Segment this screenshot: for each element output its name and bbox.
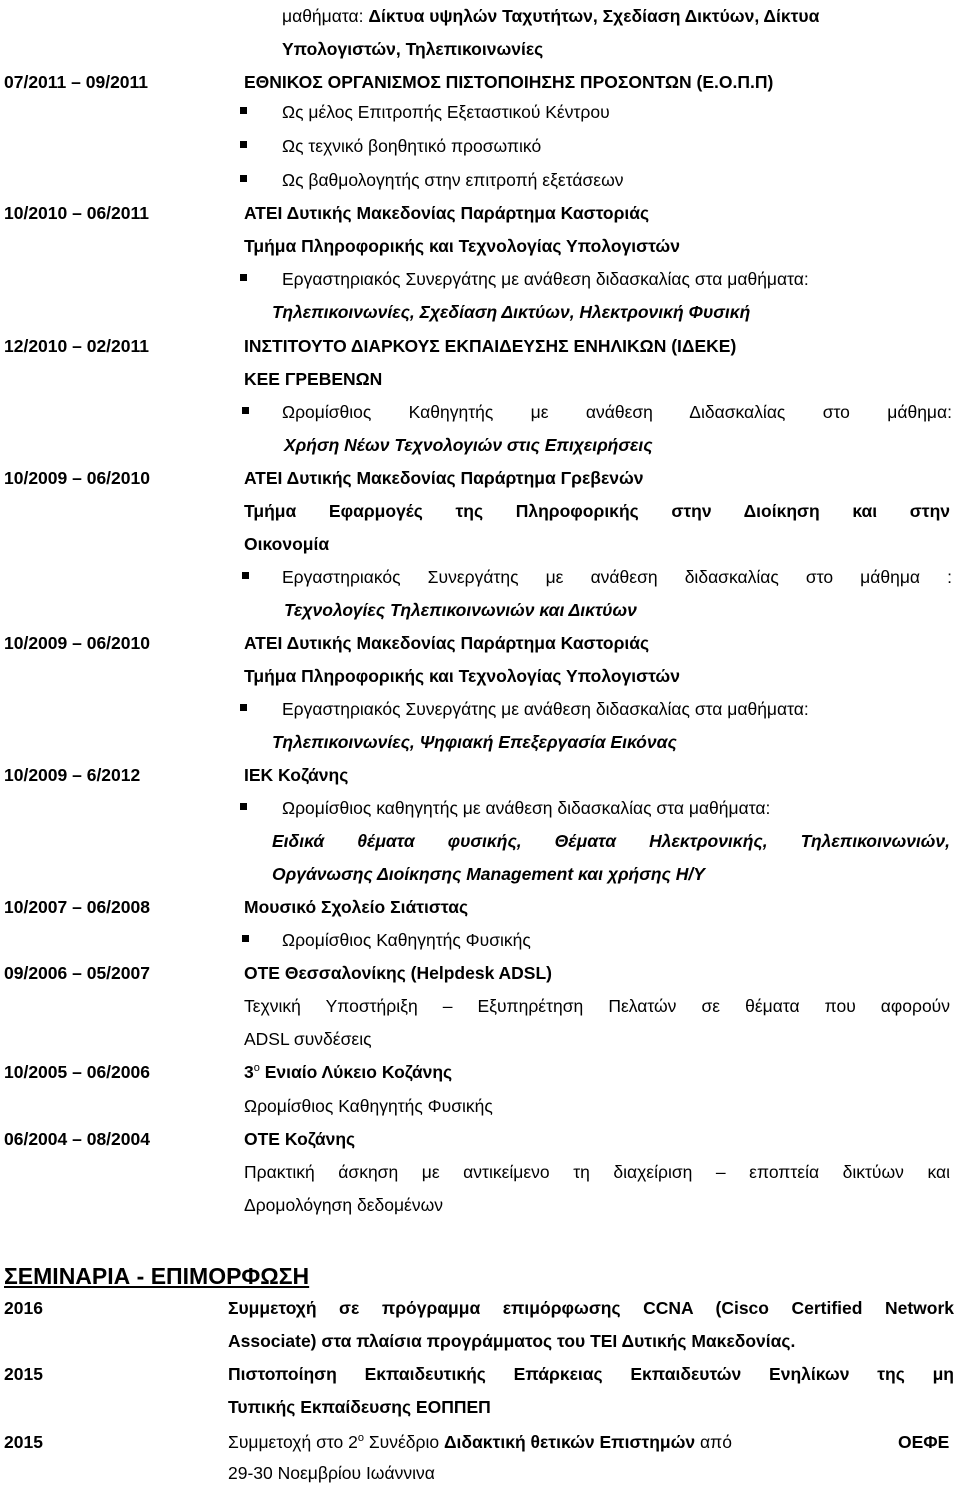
bullet-icon [242,572,249,579]
entry-date: 10/2005 – 06/2006 [4,1062,150,1082]
entry-date: 09/2006 – 05/2007 [4,963,150,983]
bullet-icon [240,274,247,281]
entry-org: ΑΤΕΙ Δυτικής Μακεδονίας Παράρτημα Καστοριάς [244,633,650,653]
entry-bullet: Ως τεχνικό βοηθητικό προσωπικό [282,136,542,156]
entry-bullet: Ως μέλος Επιτροπής Εξεταστικού Κέντρου [282,102,610,122]
entry-org: ΕΘΝΙΚΟΣ ΟΡΓΑΝΙΣΜΟΣ ΠΙΣΤΟΠΟΙΗΣΗΣ ΠΡΟΣΟΝΤΩΝ (Ε.Ο.Π.Π) [244,72,774,92]
entry-org: ΙΝΣΤΙΤΟΥΤΟ ΔΙΑΡΚΟΥΣ ΕΚΠΑΙΔΕΥΣΗΣ ΕΝΗΛΙΚΩΝ (ΙΔΕΚΕ) [244,336,737,356]
org-name: Ενιαίο Λύκειο Κοζάνης [259,1062,453,1082]
seminar-org: ΟΕΦΕ [898,1432,950,1452]
entry-date: 12/2010 – 02/2011 [4,336,150,356]
entry-bullet: Ωρομίσθιος καθηγητής με ανάθεση διδασκαλίας στα μαθήματα: [282,798,771,818]
seminar-text: Πιστοποίηση Εκπαιδευτικής Επάρκειας Εκπαιδευτών Ενηλίκων της μη [228,1364,954,1384]
top-courses: Δίκτυα υψηλών Ταχυτήτων, Σχεδίαση Δικτύων, Δίκτυα [368,6,820,26]
entry-desc: Πρακτική άσκηση με αντικείμενο τη διαχείριση – εποπτεία δικτύων και [244,1162,950,1182]
entry-bullet: Ως βαθμολογητής στην επιτροπή εξετάσεων [282,170,624,190]
entry-date: 06/2004 – 08/2004 [4,1129,150,1149]
entry-desc-cont: ADSL συνδέσεις [244,1029,372,1049]
org-number: 3 [244,1062,254,1082]
section-title: ΣΕΜΙΝΑΡΙΑ - ΕΠΙΜΟΡΦΩΣΗ [4,1263,310,1289]
bullet-icon [242,407,249,414]
entry-org: ΑΤΕΙ Δυτικής Μακεδονίας Παράρτημα Γρεβενών [244,468,644,488]
entry-dept: Τμήμα Πληροφορικής και Τεχνολογίας Υπολογιστών [244,666,680,686]
entry-bullet: Εργαστηριακός Συνεργάτης με ανάθεση διδασκαλίας στα μαθήματα: [282,699,809,719]
entry-bullet: Εργαστηριακός Συνεργάτης με ανάθεση διδασκαλίας στο μάθημα : [282,567,952,587]
top-prefix: μαθήματα: [282,6,369,26]
entry-date: 10/2009 – 06/2010 [4,468,150,488]
seminar-year: 2015 [4,1364,43,1384]
entry-desc: Ωρομίσθιος Καθηγητής Φυσικής [244,1096,493,1116]
entry-org: ΑΤΕΙ Δυτικής Μακεδονίας Παράρτημα Καστοριάς [244,203,650,223]
seminar-text-d: από [695,1432,732,1452]
seminar-text: Συμμετοχή σε πρόγραμμα επιμόρφωσης CCNA (Cisco Certified Network [228,1298,954,1318]
entry-dept: Τμήμα Πληροφορικής και Τεχνολογίας Υπολογιστών [244,236,680,256]
entry-dept-cont: Οικονομία [244,534,330,554]
bullet-icon [240,803,247,810]
entry-bullet: Ωρομίσθιος Καθηγητής με ανάθεση Διδασκαλίας στο μάθημα: [282,402,952,422]
seminar-year: 2016 [4,1298,43,1318]
entry-date: 07/2011 – 09/2011 [4,72,149,92]
entry-org: ΟΤΕ Κοζάνης [244,1129,356,1149]
entry-org: Μουσικό Σχολείο Σιάτιστας [244,897,469,917]
seminar-text-a: Συμμετοχή στο 2 [228,1432,358,1452]
entry-bullet: Ωρομίσθιος Καθηγητής Φυσικής [282,930,531,950]
seminar-text-cont: 29-30 Νοεμβρίου Ιωάννινα [228,1463,435,1483]
entry-date: 10/2007 – 06/2008 [4,897,150,917]
entry-courses: Ειδικά θέματα φυσικής, Θέματα Ηλεκτρονικής, Τηλεπικοινωνιών, [272,831,950,851]
entry-courses: Χρήση Νέων Τεχνολογιών στις Επιχειρήσεις [284,435,653,455]
bullet-icon [242,935,249,942]
seminar-text [228,1426,732,1460]
entry-org: ΙΕΚ Κοζάνης [244,765,349,785]
entry-courses-cont: Οργάνωσης Διοίκησης Management και χρήσης Η/Υ [272,864,705,884]
seminar-text-c: Διδακτική θετικών Επιστημών [443,1432,696,1452]
bullet-icon [240,704,247,711]
entry-date: 10/2009 – 06/2010 [4,633,150,653]
entry-org [244,1056,452,1090]
entry-courses: Τηλεπικοινωνίες, Ψηφιακή Επεξεργασία Εικόνας [272,732,677,752]
org-ordinal: ο [253,1062,260,1075]
bullet-icon [240,141,247,148]
entry-courses: Τηλεπικοινωνίες, Σχεδίαση Δικτύων, Ηλεκτρονική Φυσική [272,302,751,322]
top-line-1 [282,0,819,34]
entry-courses: Τεχνολογίες Τηλεπικοινωνιών και Δικτύων [284,600,637,620]
seminar-text-cont: Associate) στα πλαίσια προγράμματος του ΤΕΙ Δυτικής Μακεδονίας. [228,1331,796,1351]
seminar-text-cont: Τυπικής Εκπαίδευσης ΕΟΠΠΕΠ [228,1397,491,1417]
bullet-icon [240,175,247,182]
entry-org: ΟΤΕ Θεσσαλονίκης (Helpdesk ADSL) [244,963,552,983]
entry-bullet: Εργαστηριακός Συνεργάτης με ανάθεση διδασκαλίας στα μαθήματα: [282,269,809,289]
top-line-2: Υπολογιστών, Τηλεπικοινωνίες [282,39,544,59]
entry-dept: ΚΕΕ ΓΡΕΒΕΝΩΝ [244,369,383,389]
entry-dept: Τμήμα Εφαρμογές της Πληροφορικής στην Διοίκηση και στην [244,501,950,521]
entry-desc-cont: Δρομολόγηση δεδομένων [244,1195,444,1215]
entry-date: 10/2010 – 06/2011 [4,203,150,223]
bullet-icon [240,107,247,114]
entry-date: 10/2009 – 6/2012 [4,765,141,785]
seminar-text-b: Συνέδριο [363,1432,444,1452]
seminar-ordinal: ο [357,1432,364,1445]
seminar-year: 2015 [4,1432,43,1452]
entry-desc: Τεχνική Υποστήριξη – Εξυπηρέτηση Πελατών σε θέματα που αφορούν [244,996,950,1016]
